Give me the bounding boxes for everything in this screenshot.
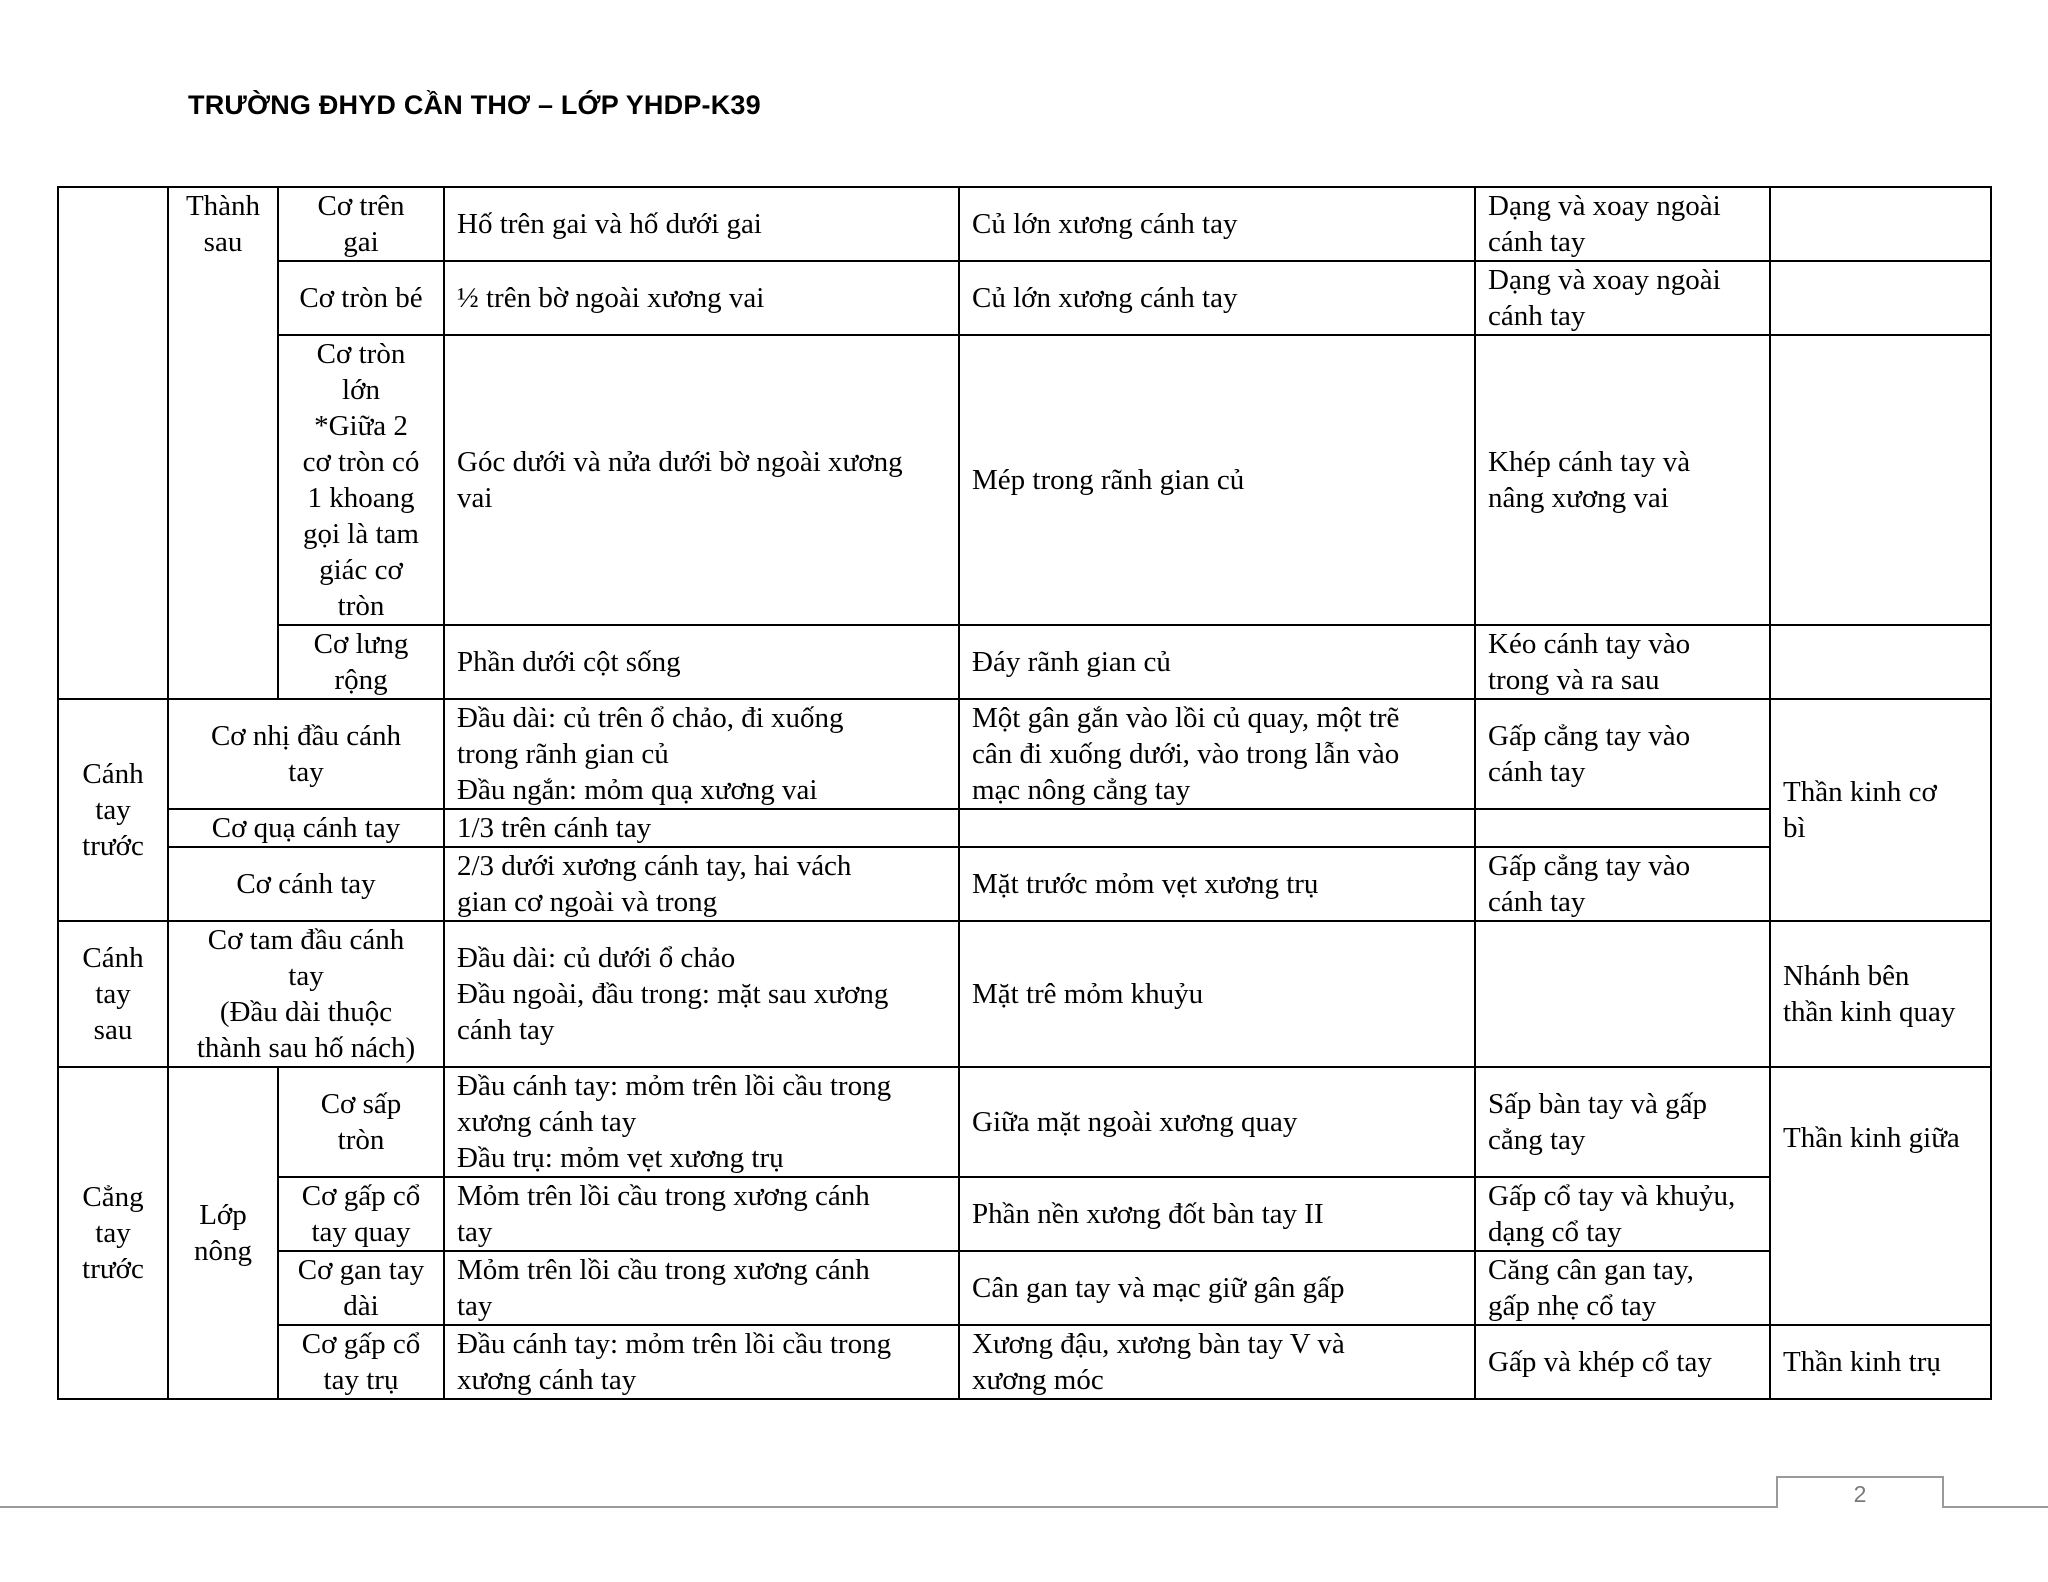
origin-line: Mỏm trên lồi cầu trong xương cánh [457,1180,870,1212]
table-row [58,921,1991,1067]
muscle-name-line: cơ tròn có [302,446,420,478]
group-cell-blank [58,187,168,699]
origin-line: ½ trên bờ ngoài xương vai [457,282,765,314]
insertion-cell [959,335,1475,625]
muscle-name-line: Cơ gấp cổ [301,1328,421,1360]
muscle-cell [278,1177,444,1251]
nerve-cell [1770,1325,1991,1399]
muscle-cell [278,335,444,625]
muscle-name-line: Cơ tròn bé [299,282,423,314]
muscle-cell [168,847,444,921]
group-label-line: tay [95,1217,131,1249]
group-label-line: trước [82,830,144,862]
action-line: Gấp cẳng tay vào [1488,720,1691,752]
insertion-cell [959,187,1475,261]
origin-cell [444,1067,959,1177]
insertion-line: Mép trong rãnh gian củ [972,464,1245,496]
origin-cell [444,625,959,699]
action-line: Dạng và xoay ngoài [1488,190,1721,222]
muscle-name-line: tay quay [311,1216,411,1248]
table-row [58,1177,1991,1251]
action-line: nâng xương vai [1488,482,1669,514]
group-cell-cang-tay-truoc [58,1067,168,1399]
action-line: trong và ra sau [1488,664,1660,696]
nerve-cell-blank [1770,625,1991,699]
action-cell [1475,335,1770,625]
action-line: Gấp và khép cổ tay [1488,1346,1712,1378]
subgroup-label-line: Lớp [199,1199,247,1231]
origin-line: xương cánh tay [457,1106,637,1138]
muscle-cell [168,809,444,847]
action-line: cẳng tay [1488,1124,1586,1156]
action-cell [1475,187,1770,261]
muscle-table [57,186,1992,1400]
insertion-line: Đáy rãnh gian củ [972,646,1171,678]
action-line: dạng cổ tay [1488,1216,1622,1248]
muscle-cell [278,261,444,335]
origin-line: Mỏm trên lồi cầu trong xương cánh [457,1254,870,1286]
insertion-line: Mặt trước mỏm vẹt xương trụ [972,868,1319,900]
insertion-line: Phần nền xương đốt bàn tay II [972,1198,1324,1230]
table-row [58,1251,1991,1325]
origin-line: Hố trên gai và hố dưới gai [457,208,762,240]
action-cell [1475,1325,1770,1399]
insertion-line: Một gân gắn vào lồi củ quay, một trẽ [972,702,1400,734]
insertion-line: Cân gan tay và mạc giữ gân gấp [972,1272,1345,1304]
origin-cell [444,699,959,809]
muscle-name-line: rộng [334,664,388,696]
action-cell [1475,261,1770,335]
nerve-line: thần kinh quay [1783,996,1956,1028]
insertion-cell [959,847,1475,921]
origin-cell [444,187,959,261]
nerve-cell [1770,1067,1991,1325]
table-row [58,699,1991,809]
subgroup-cell-lop-nong [168,1067,278,1399]
muscle-cell [278,1067,444,1177]
muscle-name-line: thành sau hố nách) [196,1032,416,1064]
origin-line: Đầu ngoài, đầu trong: mặt sau xương [457,978,889,1010]
nerve-line: Thần kinh giữa [1783,1122,1960,1154]
subgroup-label-line: Thành [185,190,261,222]
action-line: Dạng và xoay ngoài [1488,264,1721,296]
table-row [58,625,1991,699]
origin-line: cánh tay [457,1014,555,1046]
nerve-cell [1770,699,1991,921]
action-cell [1475,1251,1770,1325]
muscle-name-line: Cơ lưng [313,628,409,660]
action-line: cánh tay [1488,886,1586,918]
muscle-cell [278,1251,444,1325]
insertion-line: Củ lớn xương cánh tay [972,208,1238,240]
insertion-cell [959,921,1475,1067]
origin-line: Đầu dài: củ dưới ổ chảo [457,942,736,974]
action-cell [1475,625,1770,699]
origin-cell [444,1177,959,1251]
muscle-name-line: tròn [337,590,385,622]
insertion-cell [959,1325,1475,1399]
nerve-cell [1770,921,1991,1067]
insertion-cell [959,1067,1475,1177]
action-line: Gấp cẳng tay vào [1488,850,1691,882]
insertion-cell [959,1251,1475,1325]
origin-cell [444,1325,959,1399]
origin-line: Phần dưới cột sống [457,646,681,678]
muscle-name-line: tay trụ [323,1364,399,1396]
muscle-name-line: lớn [342,374,380,406]
muscle-name-line: Cơ sấp [320,1088,402,1120]
table-row [58,1325,1991,1399]
table-row [58,335,1991,625]
action-cell [1475,1177,1770,1251]
nerve-line: bì [1783,812,1806,844]
subgroup-label-line: sau [203,226,243,258]
group-label-line: Cánh [82,758,144,790]
origin-line: vai [457,482,493,514]
table-row [58,847,1991,921]
muscle-name-line: Cơ tam đầu cánh [207,924,405,956]
action-line: Kéo cánh tay vào [1488,628,1691,660]
origin-cell [444,335,959,625]
muscle-name-line: Cơ quạ cánh tay [211,812,401,844]
subgroup-cell-thanh-sau [168,187,278,699]
nerve-cell-blank [1770,187,1991,261]
muscle-name-line: tay [288,756,324,788]
insertion-cell [959,1177,1475,1251]
insertion-cell [959,625,1475,699]
action-cell [1475,1067,1770,1177]
table-row [58,187,1991,261]
origin-line: trong rãnh gian củ [457,738,669,770]
muscle-name-line: tay [288,960,324,992]
insertion-cell-blank [959,809,1475,847]
origin-line: Góc dưới và nửa dưới bờ ngoài xương [457,446,903,478]
muscle-name-line: giác cơ [319,554,403,586]
footer-rule [0,1506,2048,1508]
insertion-line: mạc nông cẳng tay [972,774,1191,806]
action-line: cánh tay [1488,300,1586,332]
action-line: Khép cánh tay và [1488,446,1691,478]
action-cell [1475,847,1770,921]
table-row [58,809,1991,847]
origin-cell [444,1251,959,1325]
action-line: gấp nhẹ cổ tay [1488,1290,1657,1322]
group-label-line: trước [82,1253,144,1285]
action-line: Gấp cổ tay và khuỷu, [1488,1180,1736,1212]
muscle-name-line: Cơ trên [317,190,405,222]
nerve-cell-blank [1770,261,1991,335]
action-line: Căng cân gan tay, [1488,1254,1694,1286]
muscle-name-line: 1 khoang [307,482,415,514]
group-label-line: sau [93,1014,133,1046]
table-row [58,261,1991,335]
action-line: cánh tay [1488,226,1586,258]
muscle-name-line: *Giữa 2 [314,410,408,442]
insertion-line: cân đi xuống dưới, vào trong lẫn vào [972,738,1400,770]
insertion-line: Xương đậu, xương bàn tay V và [972,1328,1345,1360]
action-cell-blank [1475,921,1770,1067]
origin-line: 2/3 dưới xương cánh tay, hai vách [457,850,852,882]
origin-cell [444,261,959,335]
muscle-name-line: Cơ tròn [316,338,406,370]
insertion-line: xương móc [972,1364,1104,1396]
origin-line: Đầu cánh tay: mỏm trên lồi cầu trong [457,1070,892,1102]
group-cell-canh-tay-sau [58,921,168,1067]
insertion-cell [959,699,1475,809]
origin-line: xương cánh tay [457,1364,637,1396]
muscle-cell [278,625,444,699]
muscle-name-line: gọi là tam [303,518,419,550]
muscle-cell [168,699,444,809]
origin-line: gian cơ ngoài và trong [457,886,718,918]
group-label-line: tay [95,794,131,826]
action-line: Sấp bàn tay và gấp [1488,1088,1708,1120]
muscle-name-line: tròn [337,1124,385,1156]
origin-line: tay [457,1216,493,1248]
subgroup-label-line: nông [194,1235,252,1267]
origin-cell [444,809,959,847]
document-header-title: TRƯỜNG ĐHYD CẦN THƠ – LỚP YHDP-K39 [188,90,761,120]
muscle-name-line: Cơ gấp cổ [301,1180,421,1212]
muscle-cell [278,187,444,261]
muscle-name-line: Cơ nhị đầu cánh [210,720,402,752]
origin-cell [444,847,959,921]
insertion-cell [959,261,1475,335]
muscle-name-line: Cơ gan tay [297,1254,425,1286]
muscle-name-line: gai [343,226,379,258]
origin-line: Đầu dài: củ trên ổ chảo, đi xuống [457,702,844,734]
nerve-cell-blank [1770,335,1991,625]
group-label-line: tay [95,978,131,1010]
nerve-line: Thần kinh trụ [1783,1346,1941,1378]
origin-line: Đầu trụ: mỏm vẹt xương trụ [457,1142,784,1174]
origin-line: Đầu ngắn: mỏm quạ xương vai [457,774,818,806]
muscle-cell [278,1325,444,1399]
group-label-line: Cẳng [82,1181,144,1213]
action-cell-blank [1475,809,1770,847]
muscle-cell [168,921,444,1067]
origin-line: 1/3 trên cánh tay [457,812,652,844]
muscle-name-line: (Đầu dài thuộc [219,996,393,1028]
insertion-line: Giữa mặt ngoài xương quay [972,1106,1298,1138]
origin-cell [444,921,959,1067]
group-label-line: Cánh [82,942,144,974]
action-line: cánh tay [1488,756,1586,788]
origin-line: Đầu cánh tay: mỏm trên lồi cầu trong [457,1328,892,1360]
table-row [58,1067,1991,1177]
insertion-line: Củ lớn xương cánh tay [972,282,1238,314]
insertion-line: Mặt trê mỏm khuỷu [972,978,1204,1010]
group-cell-canh-tay-truoc [58,699,168,921]
muscle-name-line: Cơ cánh tay [236,868,376,900]
nerve-line: Nhánh bên [1783,960,1910,992]
origin-line: tay [457,1290,493,1322]
muscle-name-line: dài [343,1290,379,1322]
page-number: 2 [1853,1481,1867,1507]
action-cell [1475,699,1770,809]
nerve-line: Thần kinh cơ [1783,776,1937,808]
